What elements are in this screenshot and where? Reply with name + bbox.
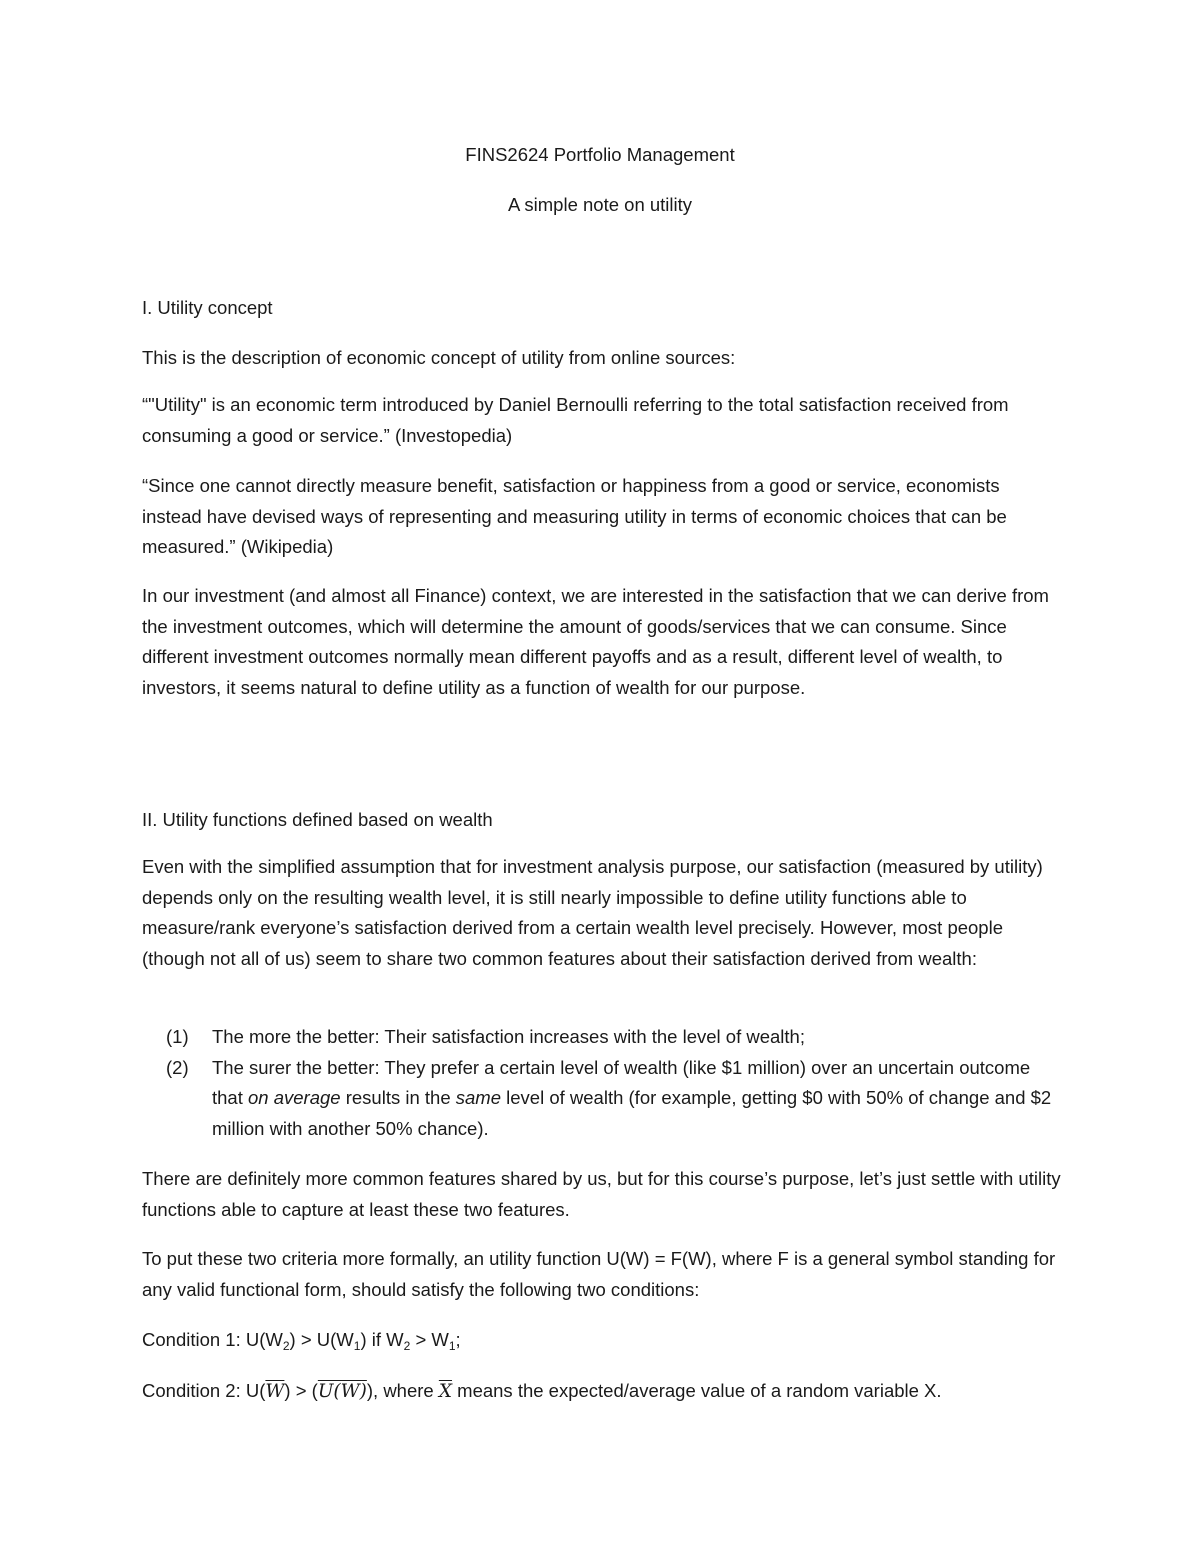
subscript: 1	[448, 1339, 456, 1353]
list-item-number: (1)	[166, 1026, 189, 1047]
condition-text: ) if W	[360, 1329, 404, 1350]
condition-text: Condition 1: U(W	[142, 1329, 283, 1350]
subscript: 2	[282, 1339, 290, 1353]
condition-text: Condition 2: U(	[142, 1380, 266, 1401]
section2-paragraph2: There are definitely more common features shared by us, but for this course’s purpose, let’s just settle with utility functions able to capture at least these two features.	[142, 1168, 1061, 1220]
feature-list	[142, 1022, 1062, 1144]
condition-text: ) > U(W	[289, 1329, 354, 1350]
doc-subtitle: A simple note on utility	[507, 194, 693, 215]
math-expected-utility: U(W)	[317, 1381, 367, 1402]
list-item-text: level of wealth (for example, getting $0 with 50% of change and $2 million with another 50% chance).	[212, 1087, 1052, 1139]
section1-intro: This is the description of economic concept of utility from online sources:	[142, 347, 736, 368]
section1-heading: I. Utility concept	[142, 297, 273, 318]
emphasis-same: same	[455, 1087, 501, 1108]
list-item-text: The surer the better: They prefer a certain level of wealth (like $1 million) over an uncertain outcome that	[212, 1056, 1031, 1108]
list-item	[142, 1053, 1062, 1145]
list-item	[142, 1022, 1062, 1053]
doc-title: FINS2624 Portfolio Management	[465, 144, 735, 165]
section2-paragraph3: To put these two criteria more formally, an utility function U(W) = F(W), where F is a general symbol standing for any valid functional form, should satisfy the following two conditions:	[142, 1248, 1056, 1300]
condition-text: ;	[455, 1329, 461, 1350]
quote-investopedia: “"Utility" is an economic term introduced by Daniel Bernoulli referring to the total satisfaction received from consuming a good or service.” (Investopedia)	[142, 394, 1009, 446]
subscript: 2	[403, 1339, 411, 1353]
math-expected-wealth: $\overline{W}$	[265, 1381, 285, 1402]
condition-text: means the expected/average value of a random variable X.	[452, 1380, 942, 1401]
condition-2	[142, 1376, 1062, 1407]
section1-paragraph: In our investment (and almost all Finance) context, we are interested in the satisfaction that we can derive from the investment outcomes, which will determine the amount of goods/services that we can consume. Since different investment outcomes normally mean different payoffs and as a result, different level of wealth, to investors, it seems natural to define utility as a function of wealth for our purpose.	[142, 585, 1049, 698]
subscript: 1	[353, 1339, 361, 1353]
condition-text: ) > (	[284, 1380, 318, 1401]
quote-wikipedia: “Since one cannot directly measure benefit, satisfaction or happiness from a good or service, economists instead have devised ways of representing and measuring utility in terms of economic choices that can be measured.” (Wikipedia)	[142, 475, 1007, 557]
list-item-text: results in the	[340, 1087, 456, 1108]
condition-1	[142, 1325, 1062, 1355]
math-expected-x: $\overline{X}$	[438, 1381, 453, 1402]
list-item-text: The more the better: Their satisfaction increases with the level of wealth;	[212, 1026, 805, 1047]
condition-text: > W	[410, 1329, 449, 1350]
list-item-number: (2)	[166, 1056, 189, 1078]
section2-heading: II. Utility functions defined based on wealth	[142, 809, 493, 830]
emphasis-on-average: on average	[248, 1087, 341, 1108]
section2-paragraph1: Even with the simplified assumption that for investment analysis purpose, our satisfaction (measured by utility) depends only on the resulting wealth level, it is still nearly impossible to define utility functions able to measure/rank everyone’s satisfaction derived from a certain wealth level precisely. However, most people (though not all of us) seem to share two common features about their satisfaction derived from wealth:	[142, 856, 1043, 969]
condition-text: ), where	[366, 1380, 439, 1401]
